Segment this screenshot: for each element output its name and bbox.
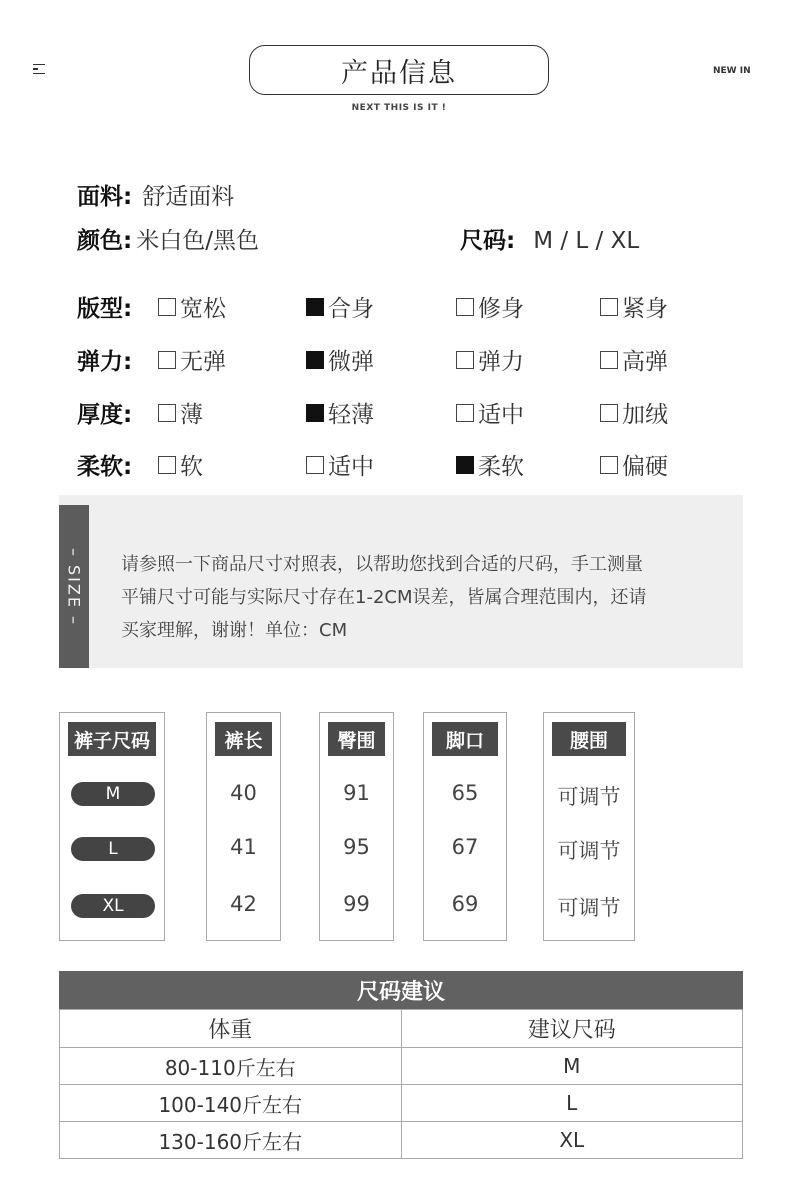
checked-box-icon xyxy=(306,298,324,316)
size-pill: M xyxy=(71,782,155,806)
checked-box-icon xyxy=(456,456,474,474)
advice-table xyxy=(59,1009,743,1159)
size-cell: XL xyxy=(401,1122,743,1159)
option-checkbox[interactable] xyxy=(306,396,374,429)
option-text: 修身 xyxy=(478,296,524,322)
table-header-row xyxy=(60,1010,743,1048)
weight-cell: 100-140斤左右 xyxy=(60,1085,402,1122)
notice-line: 平铺尺寸可能与实际尺寸存在1-2CM误差，皆属合理范围内，还请 xyxy=(121,587,647,608)
header-cell: 体重 xyxy=(60,1010,402,1048)
checkbox-icon xyxy=(600,456,618,474)
spec-size-label: 尺码: xyxy=(460,228,516,254)
hem-column xyxy=(423,712,507,941)
option-label-softness: 柔软: xyxy=(77,454,133,480)
size-notice xyxy=(59,495,743,668)
option-label-fit: 版型: xyxy=(77,296,133,322)
waist-column xyxy=(543,712,635,941)
size-pill: XL xyxy=(71,894,155,918)
weight-cell: 130-160斤左右 xyxy=(60,1122,402,1159)
page-subtitle: NEXT THIS IS IT ! xyxy=(351,103,447,113)
checkbox-icon xyxy=(600,404,618,422)
table-cell: 41 xyxy=(230,835,257,859)
checkbox-icon xyxy=(456,351,474,369)
option-text: 柔软 xyxy=(478,454,524,480)
column-header: 臀围 xyxy=(328,722,385,756)
spec-size-value: M / L / XL xyxy=(533,228,640,254)
option-checkbox[interactable] xyxy=(600,343,668,376)
option-text: 偏硬 xyxy=(622,454,668,480)
size-column xyxy=(59,712,165,941)
table-cell: 95 xyxy=(343,835,370,859)
checkbox-icon xyxy=(306,456,324,474)
option-text: 弹力 xyxy=(478,349,524,375)
spec-color-label: 颜色: xyxy=(77,228,133,254)
checkbox-icon xyxy=(456,404,474,422)
option-checkbox[interactable] xyxy=(158,290,226,323)
spec-size xyxy=(460,222,639,255)
option-checkbox[interactable] xyxy=(456,290,524,323)
size-cell: M xyxy=(401,1048,743,1085)
table-cell: 67 xyxy=(451,835,479,859)
column-header: 脚口 xyxy=(432,722,498,756)
advice-title: 尺码建议 xyxy=(59,971,743,1009)
option-checkbox[interactable] xyxy=(158,448,203,481)
size-tab-label: – SIZE – xyxy=(64,547,84,626)
option-text: 加绒 xyxy=(622,402,668,428)
option-label-thickness: 厚度: xyxy=(77,402,133,428)
page-title: 产品信息 xyxy=(249,45,549,95)
size-cell: L xyxy=(401,1085,743,1122)
notice-line: 买家理解，谢谢！单位：CM xyxy=(121,620,348,641)
size-pill: L xyxy=(71,837,155,861)
table-row xyxy=(60,1085,743,1122)
option-label-stretch: 弹力: xyxy=(77,349,133,375)
length-column xyxy=(206,712,281,941)
option-checkbox[interactable] xyxy=(158,343,226,376)
option-checkbox[interactable] xyxy=(306,290,374,323)
notice-line: 请参照一下商品尺寸对照表，以帮助您找到合适的尺码，手工测量 xyxy=(121,554,643,575)
table-cell: 40 xyxy=(230,781,257,805)
option-checkbox[interactable] xyxy=(306,448,374,481)
option-text: 适中 xyxy=(478,402,524,428)
option-text: 微弹 xyxy=(328,349,374,375)
option-checkbox[interactable] xyxy=(158,396,203,429)
option-checkbox[interactable] xyxy=(456,343,524,376)
menu-icon[interactable] xyxy=(33,64,45,74)
size-advice xyxy=(59,971,743,1159)
table-cell: 42 xyxy=(230,892,257,916)
option-checkbox[interactable] xyxy=(456,448,524,481)
option-checkbox[interactable] xyxy=(600,448,668,481)
option-checkbox[interactable] xyxy=(306,343,374,376)
checkbox-icon xyxy=(158,404,176,422)
table-cell: 91 xyxy=(343,781,370,805)
option-text: 轻薄 xyxy=(328,402,374,428)
checkbox-icon xyxy=(600,351,618,369)
column-header: 裤长 xyxy=(215,722,272,756)
weight-cell: 80-110斤左右 xyxy=(60,1048,402,1085)
column-header: 裤子尺码 xyxy=(68,722,156,756)
table-row xyxy=(60,1122,743,1159)
option-text: 高弹 xyxy=(622,349,668,375)
table-row xyxy=(60,1048,743,1085)
spec-fabric-value: 舒适面料 xyxy=(142,184,235,210)
option-text: 软 xyxy=(180,454,203,480)
new-in-label: NEW IN xyxy=(713,66,751,76)
table-cell: 可调节 xyxy=(557,896,621,920)
spec-fabric-label: 面料: xyxy=(77,184,133,210)
checkbox-icon xyxy=(158,351,176,369)
table-cell: 99 xyxy=(343,892,370,916)
option-text: 适中 xyxy=(328,454,374,480)
option-text: 无弹 xyxy=(180,349,226,375)
option-checkbox[interactable] xyxy=(456,396,524,429)
checked-box-icon xyxy=(306,404,324,422)
checked-box-icon xyxy=(306,351,324,369)
table-cell: 65 xyxy=(451,781,479,805)
spec-color xyxy=(77,222,259,255)
spec-color-value: 米白色/黑色 xyxy=(136,228,259,254)
option-text: 紧身 xyxy=(622,296,668,322)
option-text: 合身 xyxy=(328,296,374,322)
checkbox-icon xyxy=(600,298,618,316)
checkbox-icon xyxy=(158,298,176,316)
spec-fabric xyxy=(77,178,234,211)
size-tab xyxy=(59,505,89,668)
table-cell: 可调节 xyxy=(557,785,621,809)
header-cell: 建议尺码 xyxy=(401,1010,743,1048)
option-text: 宽松 xyxy=(180,296,226,322)
table-cell: 69 xyxy=(451,892,479,916)
option-checkbox[interactable] xyxy=(600,396,668,429)
column-header: 腰围 xyxy=(552,722,626,756)
option-checkbox[interactable] xyxy=(600,290,668,323)
checkbox-icon xyxy=(456,298,474,316)
hip-column xyxy=(319,712,394,941)
checkbox-icon xyxy=(158,456,176,474)
notice-text xyxy=(121,548,721,647)
option-text: 薄 xyxy=(180,402,203,428)
table-cell: 可调节 xyxy=(557,839,621,863)
